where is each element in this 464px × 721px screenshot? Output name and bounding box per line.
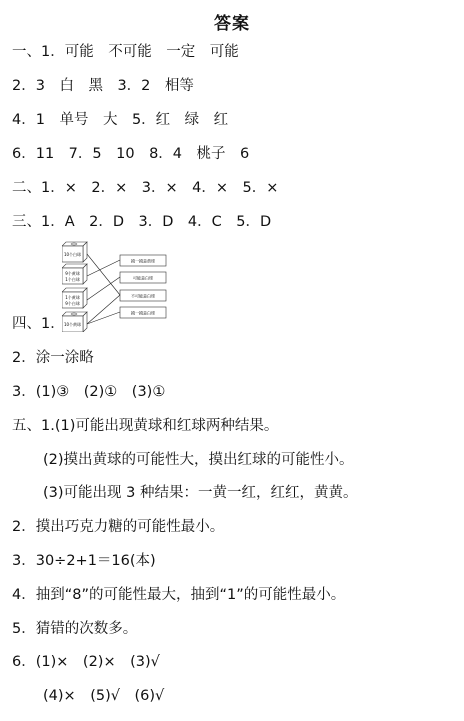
label-4-text: 摸一摸是白球 bbox=[131, 310, 155, 316]
box-2-text-b: 1个白球 bbox=[65, 277, 80, 282]
label-3 bbox=[120, 290, 166, 301]
answer-line-5: 二、1．× 2．× 3．× 4．× 5．× bbox=[12, 180, 279, 196]
answer-line-8: 2．涂一涂略 bbox=[12, 350, 94, 366]
box-3 bbox=[62, 288, 87, 308]
answer-line-10: 五、1.(1)可能出现黄球和红球两种结果。 bbox=[12, 418, 279, 434]
answer-line-13: 2．摸出巧克力糖的可能性最小。 bbox=[12, 519, 225, 535]
answer-line-14: 3．30÷2+1＝16(本) bbox=[12, 553, 156, 569]
answer-line-11: (2)摸出黄球的可能性大，摸出红球的可能性小。 bbox=[43, 452, 354, 468]
answer-line-1: 一、1．可能 不可能 一定 可能 bbox=[12, 44, 239, 60]
box-4 bbox=[62, 312, 87, 332]
box-2 bbox=[62, 264, 87, 284]
box-4-text: 10个黄球 bbox=[63, 322, 82, 327]
answer-line-15: 4．抽到“8”的可能性最大，抽到“1”的可能性最小。 bbox=[12, 587, 346, 603]
answer-line-3: 4．1 单号 大 5．红 绿 红 bbox=[12, 112, 229, 128]
box-1-text: 10个白球 bbox=[63, 252, 82, 257]
answer-line-12: (3)可能出现 3 种结果：一黄一红，红红，黄黄。 bbox=[43, 485, 358, 501]
answer-line-17: 6．(1)× (2)× (3)√ bbox=[12, 654, 160, 670]
box-1 bbox=[62, 242, 87, 262]
label-4 bbox=[120, 307, 166, 318]
matching-diagram bbox=[62, 240, 172, 332]
answer-line-7: 四、1． bbox=[12, 316, 65, 332]
answer-line-4: 6．11 7．5 10 8．4 桃子 6 bbox=[12, 146, 250, 162]
label-2-text: 可能是白球 bbox=[133, 275, 153, 281]
label-2 bbox=[120, 272, 166, 283]
answer-line-18: (4)× (5)√ (6)√ bbox=[43, 688, 165, 704]
page-title: 答案 bbox=[214, 14, 250, 34]
answer-line-2: 2．3 白 黑 3．2 相等 bbox=[12, 78, 194, 94]
box-3-text-a: 1个黄球 bbox=[65, 295, 80, 300]
answer-line-16: 5．猜错的次数多。 bbox=[12, 621, 138, 637]
box-2-text-a: 9个黄球 bbox=[65, 271, 80, 276]
label-1 bbox=[120, 255, 166, 266]
answer-line-9: 3．(1)③ (2)① (3)① bbox=[12, 384, 166, 400]
matching-lines bbox=[87, 254, 120, 324]
label-3-text: 不可能是白球 bbox=[131, 293, 155, 299]
label-1-text: 摸一摸是黄球 bbox=[131, 258, 155, 264]
box-3-text-b: 9个白球 bbox=[65, 301, 80, 306]
answer-line-6: 三、1．A 2．D 3．D 4．C 5．D bbox=[12, 214, 272, 230]
